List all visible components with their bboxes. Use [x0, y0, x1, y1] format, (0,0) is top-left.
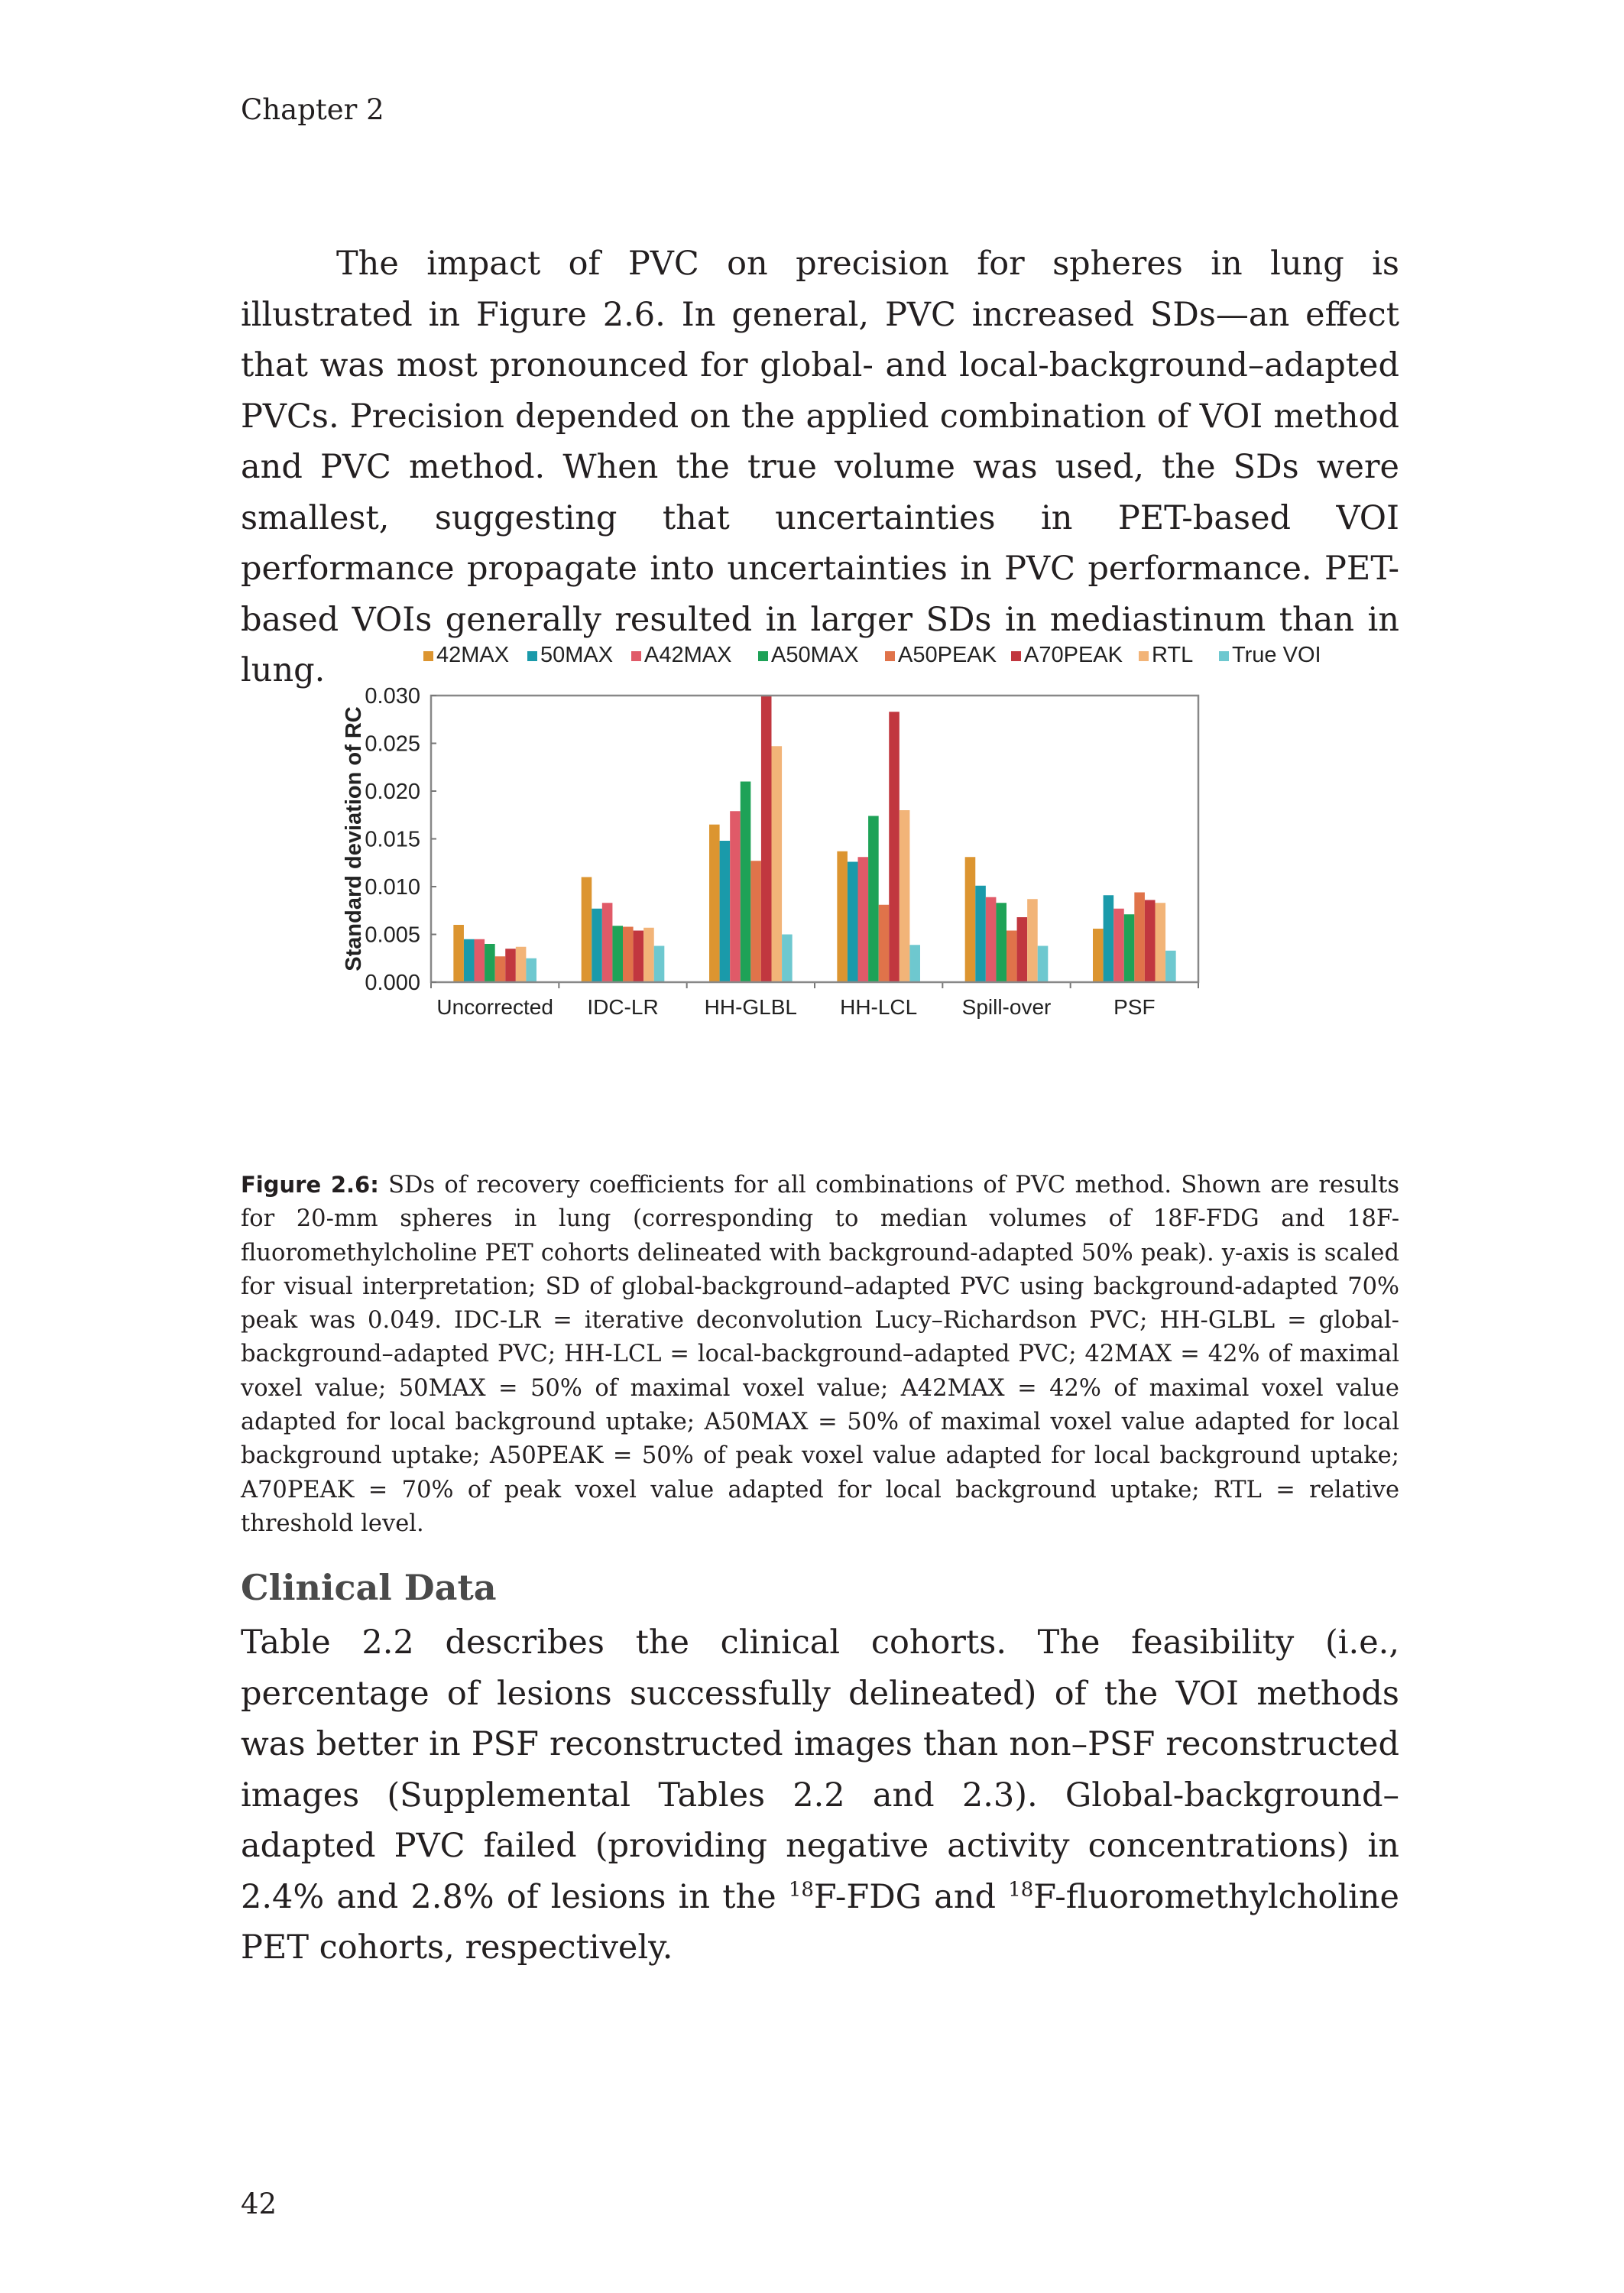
- bar: [453, 925, 464, 982]
- x-tick-label: HH-LCL: [840, 995, 918, 1019]
- x-tick-label: Spill-over: [961, 995, 1052, 1019]
- running-header: Chapter 2: [241, 93, 384, 126]
- y-tick-label: 0.020: [365, 780, 420, 804]
- bar: [1165, 951, 1176, 982]
- legend-swatch: [885, 651, 895, 661]
- bar: [889, 712, 900, 982]
- y-axis-title: Standard deviation of RC: [342, 706, 366, 971]
- caption-label: Figure 2.6:: [241, 1172, 379, 1198]
- legend-swatch: [631, 651, 641, 661]
- legend-label: True VOI: [1232, 643, 1321, 667]
- bar: [848, 862, 858, 983]
- caption-text: SDs of recovery coefficients for all combinations of PVC method. Shown are results for 20-mm spheres in lung (corresponding to median volumes of 18F-FDG and 18F-fluoromethylcholine PET cohorts delineated with background-adapted 50% peak). y-axis is scaled for visual interpretation; SD of global-background–adapted PVC using background-adapted 70% peak was 0.049. IDC-LR = iterative deconvolution Lucy–Richardson PVC; HH-GLBL = global-background–adapted PVC; HH-LCL = local-background–adapted PVC; 42MAX = 42% of maximal voxel value; 50MAX = 50% of maximal voxel value; A42MAX = 42% of maximal voxel value adapted for local background uptake; A50MAX = 50% of maximal voxel value adapted for local background uptake; A50PEAK = 50% of peak voxel value adapted for local background uptake; A70PEAK = 70% of peak voxel value adapted for local background uptake; RTL = relative threshold level.: [241, 1172, 1399, 1537]
- x-tick-label: HH-GLBL: [704, 995, 798, 1019]
- figure-caption: [241, 1168, 1399, 1541]
- superscript: 18: [788, 1878, 814, 1902]
- bar: [1134, 893, 1145, 983]
- text-run: Table 2.2 describes the clinical cohorts. The feasibility (i.e., percentage of lesions successfully delineated) of the VOI methods was better in PSF reconstructed images than non–PSF reconstructed images (Supplemental Tables 2.2 and 2.3). Global-background–adapted PVC failed (providing negative activity concentrations) in 2.4% and 2.8% of lesions in the: [241, 1623, 1399, 1916]
- bar: [879, 905, 890, 982]
- bar: [485, 944, 495, 982]
- legend-swatch: [1219, 651, 1229, 661]
- bar: [909, 945, 920, 982]
- body-paragraph: [241, 1617, 1399, 1974]
- bar-chart: [329, 638, 1337, 1158]
- legend-label: A70PEAK: [1024, 643, 1123, 667]
- body-paragraph: The impact of PVC on precision for spheres in lung is illustrated in Figure 2.6. In general, PVC increased SDs—an effect that was most pronounced for global- and local-background–adapted PVCs. Precision depended on the applied combination of VOI method and PVC method. When the true volume was used, the SDs were smallest, suggesting that uncertainties in PET-based VOI performance propagate into uncertainties in PVC performance. PET-based VOIs generally resulted in larger SDs in mediastinum than in lung.: [241, 245, 1399, 689]
- bar: [1104, 895, 1114, 982]
- bar: [612, 926, 623, 982]
- y-tick-label: 0.000: [365, 971, 420, 995]
- x-tick-label: PSF: [1113, 995, 1156, 1019]
- y-tick-label: 0.015: [365, 827, 420, 852]
- bar: [1006, 931, 1017, 983]
- bar: [643, 928, 654, 982]
- legend-swatch: [758, 651, 768, 661]
- legend-label: A50PEAK: [898, 643, 997, 667]
- bar: [1093, 929, 1104, 982]
- bar: [526, 958, 536, 982]
- legend-label: 50MAX: [540, 643, 614, 667]
- y-tick-label: 0.025: [365, 731, 420, 757]
- bar: [582, 877, 592, 983]
- bar: [1027, 899, 1038, 982]
- bar: [771, 746, 782, 982]
- bar: [623, 927, 634, 983]
- bar: [505, 949, 516, 982]
- bar: [761, 696, 772, 982]
- bar: [464, 939, 475, 982]
- bar: [868, 816, 879, 983]
- legend-label: A42MAX: [644, 643, 732, 667]
- x-tick-label: Uncorrected: [436, 995, 553, 1019]
- legend-label: 42MAX: [436, 643, 510, 667]
- bar: [741, 782, 751, 983]
- bar: [1113, 909, 1124, 982]
- bar: [1038, 946, 1049, 983]
- section-heading: Clinical Data: [241, 1567, 497, 1608]
- bar: [516, 947, 527, 982]
- y-tick-label: 0.005: [365, 923, 420, 948]
- bar: [837, 851, 848, 982]
- bar: [1155, 903, 1165, 982]
- superscript: 18: [1008, 1878, 1034, 1902]
- bar: [592, 909, 602, 982]
- bar: [495, 956, 506, 982]
- bar: [730, 811, 741, 982]
- bar: [654, 946, 665, 983]
- bar: [900, 810, 910, 982]
- x-tick-label: IDC-LR: [587, 995, 659, 1019]
- text-run: F-fluoromethylcholine PET cohorts, respectively.: [241, 1877, 1399, 1967]
- bar: [986, 897, 997, 982]
- bar: [720, 841, 731, 982]
- bar: [709, 825, 720, 982]
- bar: [1124, 914, 1135, 982]
- legend-swatch: [1139, 651, 1149, 661]
- bar: [975, 886, 986, 982]
- bar: [634, 931, 644, 983]
- bar: [782, 935, 793, 983]
- bar: [858, 857, 869, 982]
- plot-frame: [431, 696, 1198, 982]
- bar: [1145, 900, 1156, 983]
- page-number: 42: [241, 2188, 277, 2220]
- bar: [965, 857, 976, 982]
- y-tick-label: 0.030: [365, 684, 420, 709]
- bar: [1017, 917, 1028, 982]
- legend-label: A50MAX: [771, 643, 859, 667]
- legend-swatch: [423, 651, 433, 661]
- legend-swatch: [527, 651, 537, 661]
- bar: [475, 939, 485, 982]
- bar: [602, 903, 613, 982]
- y-tick-label: 0.010: [365, 875, 420, 900]
- bar: [750, 861, 761, 982]
- text-run: F-FDG and: [813, 1877, 1009, 1916]
- legend-label: RTL: [1152, 643, 1194, 667]
- legend-swatch: [1011, 651, 1021, 661]
- bar: [996, 903, 1006, 982]
